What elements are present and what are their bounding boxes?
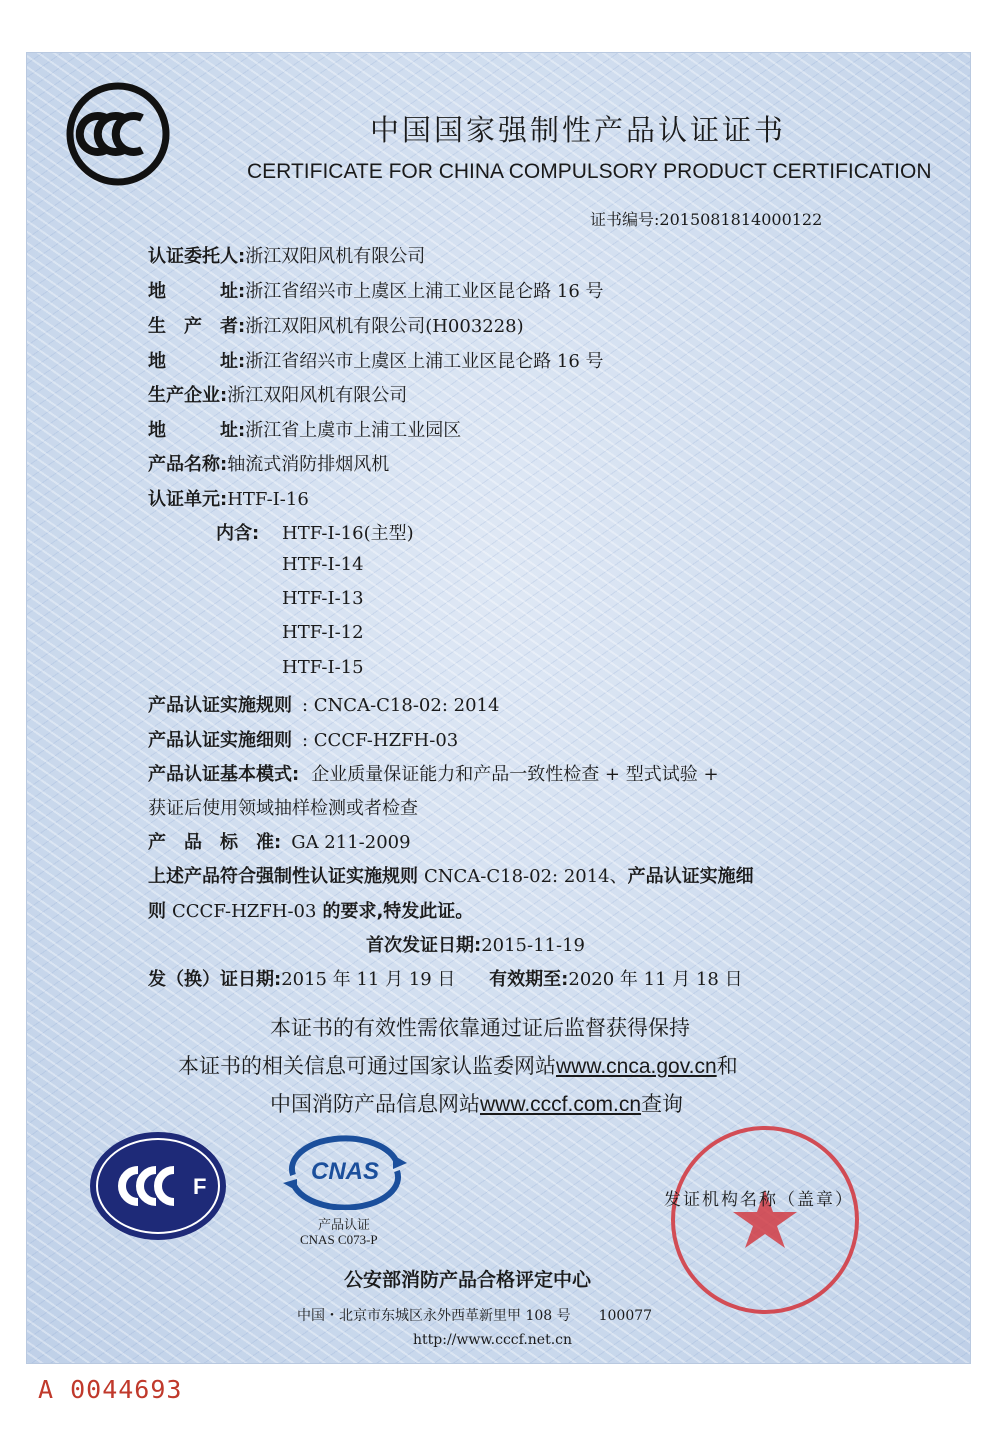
notice-text: 本证书的相关信息可通过国家认监委网站 <box>178 1054 556 1078</box>
mode-value-line2: 获证后使用领域抽样检测或者检查 <box>148 798 418 819</box>
certificate-number <box>590 207 822 230</box>
client-row <box>148 242 425 268</box>
model-item: HTF-I-13 <box>282 588 364 609</box>
unit-row <box>148 485 309 511</box>
producer-value: 浙江双阳风机有限公司(H003228) <box>245 316 524 337</box>
serial-number: A 0044693 <box>38 1375 183 1404</box>
mode-label: 产品认证基本模式: <box>148 764 300 785</box>
detail-value: : CCCF-HZFH-03 <box>302 730 459 751</box>
footer-address: 中国・北京市东城区永外西革新里甲 108 号 100077 <box>297 1308 653 1324</box>
cccf-link[interactable]: www.cccf.com.cn <box>480 1093 642 1116</box>
address-label-3: 地 址: <box>148 420 246 441</box>
notice-text: 查询 <box>641 1092 684 1116</box>
rule-label: 产品认证实施规则 <box>148 695 292 716</box>
mode-row-2 <box>148 794 418 820</box>
address-value-2: 浙江省绍兴市上虞区上浦工业区昆仑路 16 号 <box>245 351 604 372</box>
cnca-link[interactable]: www.cnca.gov.cn <box>556 1055 717 1078</box>
notice-line-2 <box>178 1050 738 1080</box>
cnas-code: CNAS C073-P <box>300 1232 378 1247</box>
contains-label: 内含: <box>216 523 260 544</box>
notice-line-1: 本证书的有效性需依靠通过证后监督获得保持 <box>270 1016 690 1040</box>
statement-line-1 <box>148 862 754 888</box>
statement-text: 的要求,特发此证。 <box>322 901 474 922</box>
seal-caption: 发证机构名称（盖章） <box>664 1190 854 1210</box>
footer-url[interactable]: http://www.cccf.net.cn <box>413 1332 573 1348</box>
statement-text: 则 <box>148 901 166 922</box>
cnas-caption: 产品认证 <box>318 1218 371 1233</box>
factory-value: 浙江双阳风机有限公司 <box>227 385 408 406</box>
client-label: 认证委托人: <box>148 246 246 267</box>
factory-row <box>148 381 407 407</box>
expiry-value: 2020 年 11 月 18 日 <box>568 969 743 990</box>
statement-text: 产品认证实施细 <box>627 866 754 887</box>
address-row-1 <box>148 277 604 303</box>
client-value: 浙江双阳风机有限公司 <box>245 246 426 267</box>
model-item: HTF-I-16(主型) <box>282 523 414 544</box>
expiry-label: 有效期至: <box>489 969 569 990</box>
statement-detail-code: CCCF-HZFH-03 <box>172 901 317 922</box>
title-english: CERTIFICATE FOR CHINA COMPULSORY PRODUCT CERTIFICATION <box>247 160 932 183</box>
contains-row <box>216 519 259 545</box>
issue-label: 发（换）证日期: <box>148 969 282 990</box>
certificate-number-value: 2015081814000122 <box>659 210 823 229</box>
statement-rule-code: CNCA-C18-02: 2014、 <box>424 866 628 887</box>
address-value-3: 浙江省上虞市上浦工业园区 <box>245 420 462 441</box>
producer-row <box>148 312 524 338</box>
cccf-logo-f: F <box>193 1174 207 1199</box>
product-value: 轴流式消防排烟风机 <box>227 454 390 475</box>
rule-row <box>148 691 499 717</box>
product-row <box>148 450 389 476</box>
address-value-1: 浙江省绍兴市上虞区上浦工业区昆仑路 16 号 <box>245 281 604 302</box>
address-row-2 <box>148 347 604 373</box>
mode-value-line1: 企业质量保证能力和产品一致性检查 + 型式试验 + <box>311 764 719 785</box>
certificate-number-label: 证书编号: <box>590 210 660 229</box>
title-chinese: 中国国家强制性产品认证证书 <box>370 113 787 147</box>
first-issue-label: 首次发证日期: <box>366 935 482 956</box>
model-item: HTF-I-15 <box>282 657 364 678</box>
standard-value: GA 211-2009 <box>291 832 411 853</box>
cnas-logo-icon <box>275 1135 415 1210</box>
first-issue-row <box>366 931 585 957</box>
rule-value: : CNCA-C18-02: 2014 <box>302 695 500 716</box>
detail-label: 产品认证实施细则 <box>148 730 292 751</box>
standard-label: 产 品 标 准: <box>148 832 282 853</box>
footer-organization: 公安部消防产品合格评定中心 <box>344 1269 592 1291</box>
model-item: HTF-I-14 <box>282 554 364 575</box>
product-label: 产品名称: <box>148 454 228 475</box>
standard-row <box>148 828 411 854</box>
notice-line-3 <box>270 1088 683 1118</box>
first-issue-value: 2015-11-19 <box>481 935 585 956</box>
statement-text: 上述产品符合强制性认证实施规则 <box>148 866 418 887</box>
official-seal-icon <box>665 1120 865 1320</box>
detail-row <box>148 726 458 752</box>
notice-text: 中国消防产品信息网站 <box>270 1092 480 1116</box>
cnas-logo-text: CNAS <box>310 1158 380 1185</box>
issue-row <box>148 965 743 991</box>
address-label-2: 地 址: <box>148 351 246 372</box>
statement-line-2 <box>148 897 473 923</box>
factory-label: 生产企业: <box>148 385 228 406</box>
cccf-logo-icon <box>88 1130 228 1242</box>
unit-label: 认证单元: <box>148 489 228 510</box>
unit-value: HTF-I-16 <box>227 489 309 510</box>
ccc-logo-icon <box>66 82 170 186</box>
notice-text: 和 <box>716 1054 738 1078</box>
issue-value: 2015 年 11 月 19 日 <box>281 969 456 990</box>
mode-row <box>148 760 719 786</box>
address-row-3 <box>148 416 461 442</box>
address-label-1: 地 址: <box>148 281 246 302</box>
producer-label: 生 产 者: <box>148 316 246 337</box>
model-item: HTF-I-12 <box>282 622 364 643</box>
